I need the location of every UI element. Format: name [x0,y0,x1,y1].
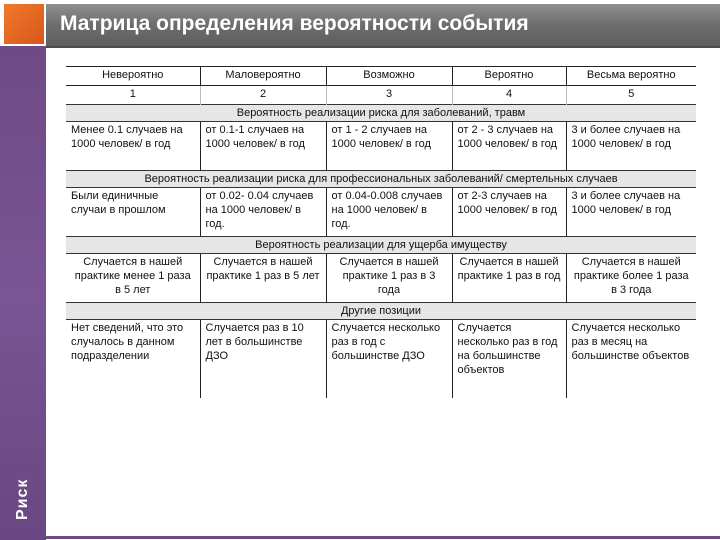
section-header-row [66,303,696,320]
bottom-divider [46,536,720,539]
left-accent-bar [0,0,46,540]
corner-accent-block [4,4,44,44]
table-cell: Случается в нашей практике 1 раз в 3 года [326,254,452,303]
title-bar [46,4,720,48]
column-header: Вероятно [452,67,566,86]
table-cell: от 2-3 случаев на 1000 человек/ в год [452,188,566,237]
table-cell: от 0.02- 0.04 случаев на 1000 человек/ в год. [200,188,326,237]
level-number: 5 [566,86,696,105]
table-row [66,320,696,399]
column-header: Возможно [326,67,452,86]
table-cell: от 2 - 3 случаев на 1000 человек/ в год [452,122,566,171]
section-title: Вероятность реализации для ущерба имуществу [66,237,696,254]
table-cell: Случается несколько раз в год с большинстве ДЗО [326,320,452,399]
side-label: Риск [14,478,31,520]
table-cell: Случается в нашей практике менее 1 раза в 5 лет [74,256,191,296]
table-cell: Менее 0.1 случаев на 1000 человек/ в год [71,124,183,150]
table-row [66,122,696,171]
level-number: 4 [452,86,566,105]
section-title: Другие позиции [66,303,696,320]
table-cell: от 0.1-1 случаев на 1000 человек/ в год [200,122,326,171]
table-row [66,188,696,237]
section-header-row [66,237,696,254]
level-number: 1 [129,88,136,100]
section-header-row [66,171,696,188]
table-cell: Случается в нашей практике 1 раз в год [452,254,566,303]
page-title: Матрица определения вероятности события [60,12,529,35]
column-header: Маловероятно [200,67,326,86]
table-cell: Случается в нашей практике 1 раз в 5 лет [200,254,326,303]
table-cell: Случается в нашей практике более 1 раза в 3 года [566,254,696,303]
level-number: 3 [326,86,452,105]
section-title: Вероятность реализации риска для профессиональных заболеваний/ смертельных случаев [66,171,696,188]
column-header: Невероятно [66,67,200,86]
level-number-row [66,86,696,105]
table-cell: от 0.04-0.008 случаев на 1000 человек/ в год. [326,188,452,237]
table-row [66,254,696,303]
table-cell: Случается несколько раз в год на большинстве объектов [452,320,566,399]
table-cell: от 1 - 2 случаев на 1000 человек/ в год [326,122,452,171]
section-header-row [66,105,696,122]
column-header-row [66,67,696,86]
level-number: 2 [200,86,326,105]
table-cell: 3 и более случаев на 1000 человек/ в год [566,188,696,237]
table-cell: Случается несколько раз в месяц на большинстве объектов [566,320,696,399]
table-cell: 3 и более случаев на 1000 человек/ в год [566,122,696,171]
section-title: Вероятность реализации риска для заболеваний, травм [66,105,696,122]
table-cell: Случается раз в 10 лет в большинстве ДЗО [200,320,326,399]
probability-matrix-table [66,66,696,398]
table-cell: Были единичные случаи в прошлом [71,190,166,216]
table-cell: Нет сведений, что это случалось в данном подразделении [71,322,184,362]
column-header: Весьма вероятно [566,67,696,86]
